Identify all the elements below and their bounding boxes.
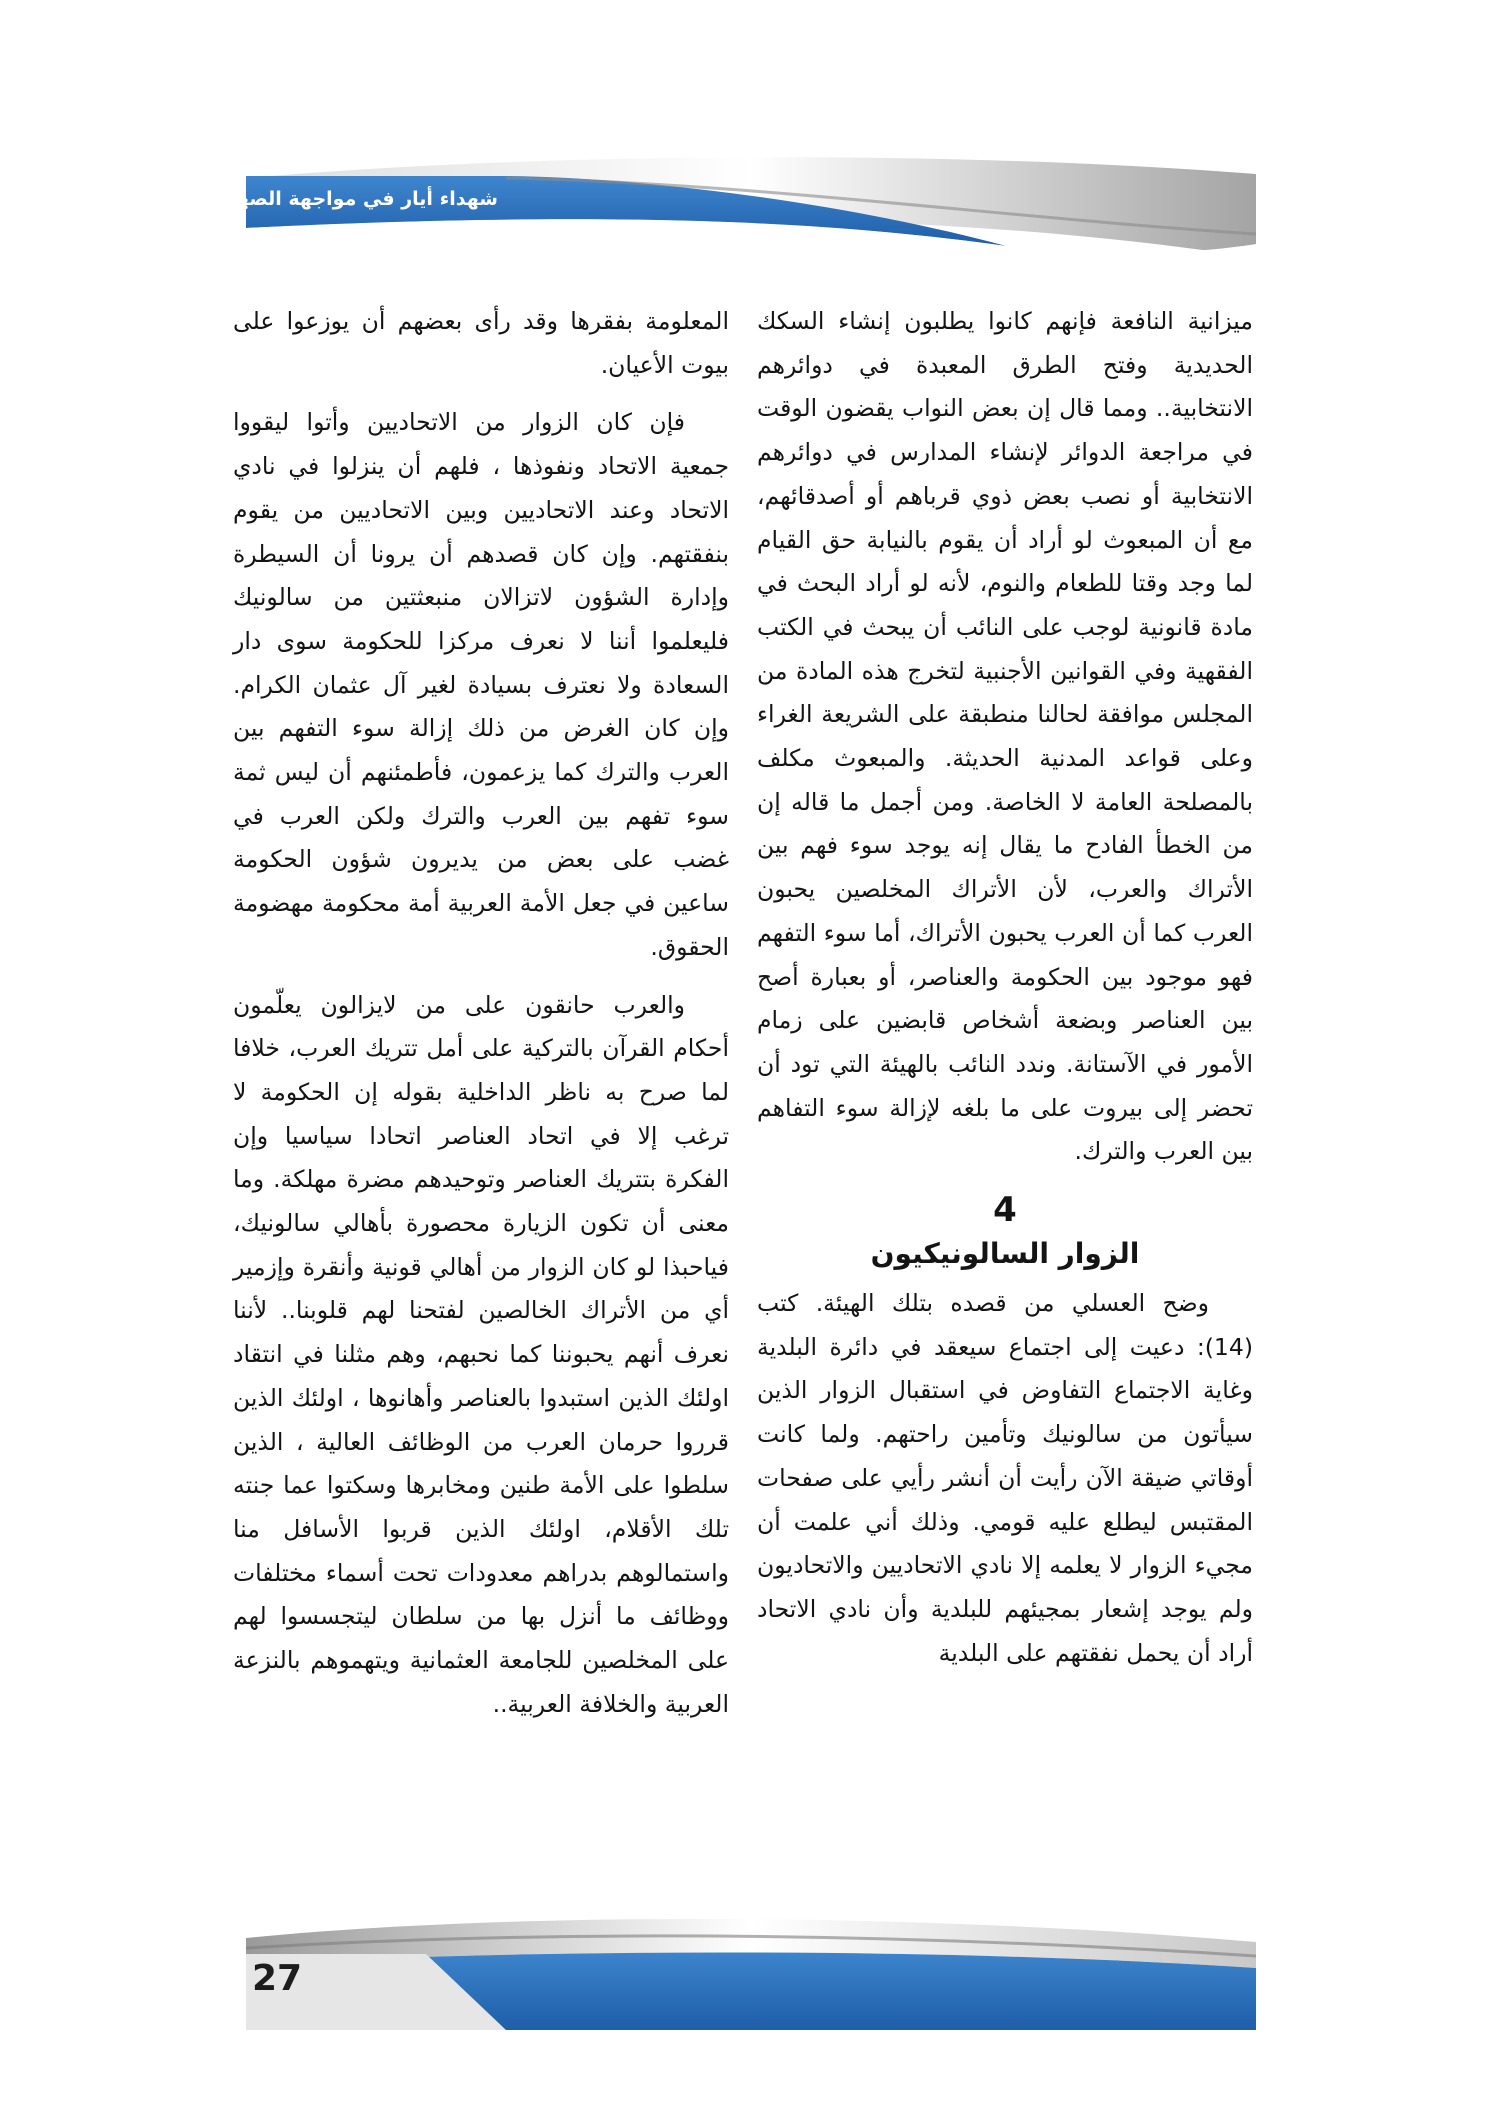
right-paragraph-2: وضح العسلي من قصده بتلك الهيئة. كتب (14): دعيت إلى اجتماع سيعقد في دائرة البلدية وغاية الاجتماع التفاوض في استقبال الزوار الذين سيأتون من سالونيك وتأمين راحتهم. ولما كانت أوقاتي ضيقة الآن رأيت أن أنشر رأيي على صفحات المقتبس ليطلع عليه قومي. وذلك أني علمت أن مجيء الزوار لا يعلمه إلا نادي الاتحاديين والاتحاديون ولم يوجد إشعار بمجيئهم للبلدية وأن نادي الاتحاد أراد أن يحمل نفقتهم على البلدية — [757, 1289, 1253, 1667]
section-number: 4 — [993, 1190, 1017, 1231]
left-paragraph-2: فإن كان الزوار من الاتحاديين وأتوا ليقووا جمعية الاتحاد ونفوذها ، فلهم أن ينزلوا في نادي الاتحاد وعند الاتحاديين وبين الاتحاديين من يقوم بنفقتهم. وإن كان قصدهم أن يرونا أن السيطرة وإدارة الشؤون لاتزالان منبعثتين من سالونيك فليعلموا أننا لا نعرف مركزا للحكومة سوى دار السعادة ولا نعترف بسيادة لغير آل عثمان الكرام. وإن كان الغرض من ذلك إزالة سوء التفهم بين العرب والترك كما يزعمون، فأطمئنهم أن ليس ثمة سوء تفهم بين العرب والترك ولكن العرب في غضب على بعض من يديرون شؤون الحكومة ساعين في جعل الأمة العربية أمة محكومة مهضومة الحقوق. — [233, 408, 729, 961]
left-paragraph-1: المعلومة بفقرها وقد رأى بعضهم أن يوزعوا على بيوت الأعيان. — [233, 307, 729, 379]
footer-graphic — [246, 1908, 1256, 2030]
right-paragraph-1: ميزانية النافعة فإنهم كانوا يطلبون إنشاء السكك الحديدية وفتح الطرق المعبدة في دوائرهم الانتخابية.. ومما قال إن بعض النواب يقضون الوقت في مراجعة الدوائر لإنشاء المدارس في دوائرهم الانتخابية أو نصب بعض ذوي قرباهم أو أصدقائهم، مع أن المبعوث لو أراد أن يقوم بالنيابة حق القيام لما وجد وقتا للطعام والنوم، لأنه لو أراد البحث في مادة قانونية لوجب على النائب أن يبحث في الكتب الفقهية وفي القوانين الأجنبية لتخرج هذه المادة من المجلس موافقة لحالنا منطبقة على الشريعة الغراء وعلى قواعد المدنية الحديثة. والمبعوث مكلف بالمصلحة العامة لا الخاصة. ومن أجمل ما قاله إن من الخطأ الفادح ما يقال إنه يوجد سوء فهم بين الأتراك والعرب، لأن الأتراك المخلصين يحبون العرب كما أن العرب يحبون الأتراك، أما سوء التفهم فهو موجود بين الحكومة والعناصر، أو بعبارة أصح بين العناصر وبضعة أشخاص قابضين على زمام الأمور في الآستانة. وندد النائب بالهيئة التي تود أن تحضر إلى بيروت على ما بلغه لإزالة سوء التفاهم بين العرب والترك. — [757, 307, 1253, 1166]
right-column — [757, 300, 1253, 1675]
page-footer — [246, 1908, 1256, 2030]
section-title: الزوار السالونيكيون — [870, 1237, 1140, 1271]
left-paragraph-3: والعرب حانقون على من لايزالون يعلّمون أحكام القرآن بالتركية على أمل تتريك العرب، خلافا لما صرح به ناظر الداخلية بقوله إن الحكومة لا ترغب إلا في اتحاد العناصر اتحادا سياسيا وإن الفكرة بتتريك العناصر وتوحيدهم مضرة مهلكة. وما معنى أن تكون الزيارة محصورة بأهالي سالونيك، فياحبذا لو كان الزوار من أهالي قونية وأنقرة وإزمير أي من الأتراك الخالصين لفتحنا لهم قلوبنا.. لأننا نعرف أنهم يحبوننا كما نحبهم، وهم مثلنا في انتقاد اولئك الذين استبدوا بالعناصر وأهانوها ، اولئك الذين قرروا حرمان العرب من الوظائف العالية ، الذين سلطوا على الأمة طنين ومخابرها وسكتوا عما جنته تلك الأقلام، اولئك الذين قربوا الأسافل منا واستمالوهم بدراهم معدودات تحت أسماء مختلفات ووظائف ما أنزل بها من سلطان ليتجسسوا لهم على المخلصين للجامعة العثمانية ويتهموهم بالنزعة العربية والخلافة العربية.. — [233, 990, 729, 1718]
header-title: شهداء أيار في مواجهة الصهيونية — [190, 188, 498, 210]
page-number: 27 — [252, 1958, 303, 1999]
left-column — [233, 300, 729, 1727]
